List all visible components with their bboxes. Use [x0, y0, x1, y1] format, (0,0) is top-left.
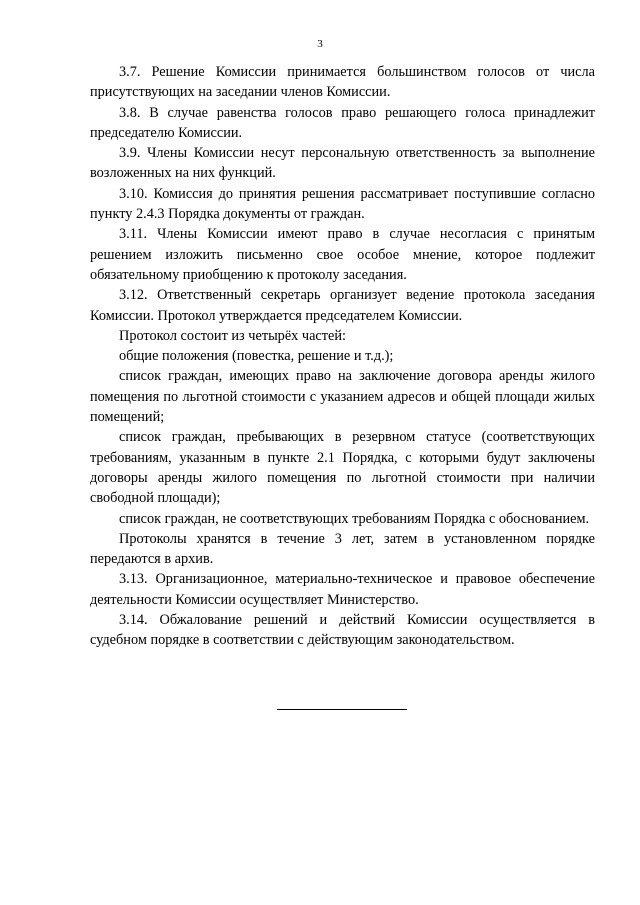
paragraph-3-9: 3.9. Члены Комиссии несут персональную ответственность за выполнение возложенных на них функций. — [90, 145, 595, 182]
protocol-parts-intro: Протокол состоит из четырёх частей: — [119, 327, 346, 344]
closing-line — [277, 709, 407, 710]
paragraph-3-11: 3.11. Члены Комиссии имеют право в случае несогласия с принятым решением изложить письменно свое особое мнение, которое подлежит обязательному приобщению к протоколу заседания. — [90, 226, 595, 283]
protocol-storage: Протоколы хранятся в течение 3 лет, затем в установленном порядке передаются в архив. — [90, 530, 595, 568]
paragraph-3-8: 3.8. В случае равенства голосов право решающего голоса принадлежит председателю Комиссии. — [90, 104, 595, 141]
protocol-part-general: общие положения (повестка, решение и т.д.); — [119, 348, 394, 365]
paragraph-3-14: 3.14. Обжалование решений и действий Комиссии осуществляется в судебном порядке в соответствии с действующим законодательством. — [90, 612, 595, 649]
paragraph-3-12: 3.12. Ответственный секретарь организует ведение протокола заседания Комиссии. Протокол утверждается председателем Комиссии. — [90, 287, 595, 324]
paragraph-3-13: 3.13. Организационное, материально-техническое и правовое обеспечение деятельности Комиссии осуществляет Министерство. — [90, 571, 595, 608]
paragraph-3-10: 3.10. Комиссия до принятия решения рассматривает поступившие согласно пункту 2.4.3 Порядка документы от граждан. — [90, 185, 595, 223]
protocol-part-eligible-list: список граждан, имеющих право на заключение договора аренды жилого помещения по льготной стоимости с указанием адресов и общей площади жилых помещений; — [90, 368, 595, 426]
protocol-part-reserve-list: список граждан, пребывающих в резервном статусе (соответствующих требованиям, указанным в пункте 2.1 Порядка, с которыми будут заключены договоры аренды жилого помещения по льготной стоимости при наличии свободной площади); — [90, 429, 595, 507]
paragraph-3-7: 3.7. Решение Комиссии принимается большинством голосов от числа присутствующих на заседании членов Комиссии. — [90, 64, 595, 101]
protocol-part-ineligible-list: список граждан, не соответствующих требованиям Порядка с обоснованием. — [119, 510, 590, 527]
page-number: 3 — [317, 38, 323, 50]
document-body — [90, 62, 595, 651]
